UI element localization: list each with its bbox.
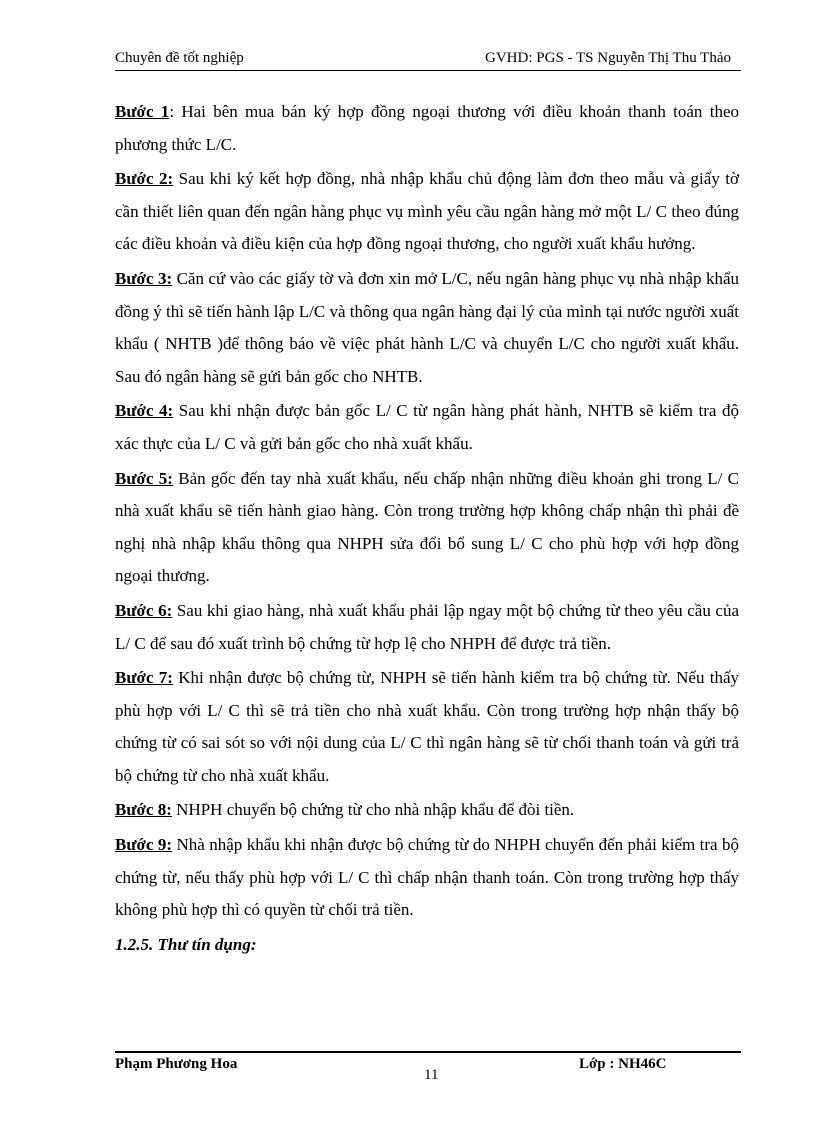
step-label: Bước 7: [115,668,173,688]
step-label: Bước 9: [115,835,173,855]
document-body [115,96,739,961]
step-label: Bước 8: [115,800,172,820]
step-paragraph [115,96,739,161]
footer-divider [115,1051,741,1053]
step-text: Khi nhận được bộ chứng từ, NHPH sẽ tiến hành kiểm tra bộ chứng từ. Nếu thấy phù hợp với L/ C thì sẽ trả tiền cho nhà xuất khẩu. Còn trong trường hợp nhận thấy bộ chứng từ có sai sót so với nội dung của L/ C thì ngân hàng sẽ từ chối thanh toán và gửi trả bộ chứng từ cho nhà xuất khẩu. [115,668,740,785]
step-label: Bước 1 [115,102,170,121]
step-text: Hai bên mua bán ký hợp đồng ngoại thương với điều khoản thanh toán theo phương thức L/C. [115,102,739,154]
step-paragraph [115,463,739,593]
step-label: Bước 4: [115,401,174,421]
footer-class: Lớp : NH46C [579,1056,667,1072]
step-text: Sau khi ký kết hợp đồng, nhà nhập khẩu chủ động làm đơn theo mẫu và giấy tờ cần thiết liên quan đến ngân hàng phục vụ mình yêu cầu ngân hàng mở một L/ C theo đúng các điều khoản và điều kiện của hợp đồng ngoại thương, cho người xuất khẩu hưởng. [115,169,739,254]
step-paragraph [115,163,739,261]
step-text: Bản gốc đến tay nhà xuất khẩu, nếu chấp nhận những điều khoản ghi trong L/ C nhà xuất khẩu sẽ tiến hành giao hàng. Còn trong trường hợp không chấp nhận thì phải đề nghị nhà nhập khẩu thông qua NHPH sửa đổi bổ sung L/ C cho phù hợp với hợp đồng ngoại thương. [115,468,739,586]
step-label: Bước 2: [115,169,174,189]
step-text: Sau khi giao hàng, nhà xuất khẩu phải lập ngay một bộ chứng từ theo yêu cầu của L/ C để sau đó xuất trình bộ chứng từ hợp lệ cho NHPH để được trả tiền. [115,600,739,653]
step-label: Bước 5: [115,468,173,488]
step-text: Sau khi nhận được bản gốc L/ C từ ngân hàng phát hành, NHTB sẽ kiểm tra độ xác thực của L/ C và gửi bản gốc cho nhà xuất khẩu. [115,401,739,453]
step-paragraph [115,395,739,460]
step-label: Bước 6: [115,600,173,620]
step-text: NHPH chuyển bộ chứng từ cho nhà nhập khẩu để đòi tiền. [176,800,575,820]
header-divider [115,70,741,71]
header-supervisor: GVHD: PGS - TS Nguyễn Thị Thu Thảo [485,50,731,66]
step-paragraph [115,263,739,393]
step-label: Bước 3: [115,268,173,288]
header-document-type: Chuyên đề tốt nghiệp [115,50,244,66]
step-text: Căn cứ vào các giấy tờ và đơn xin mở L/C, nếu ngân hàng phục vụ nhà nhập khẩu đồng ý thì sẽ tiến hành lập L/C và thông qua ngân hàng đại lý của mình tại nước người xuất khẩu ( NHTB )để thông báo về việc phát hành L/C và chuyển L/C cho người xuất khẩu. Sau đó ngân hàng sẽ gửi bản gốc cho NHTB. [115,268,739,386]
step-paragraph [115,794,739,827]
section-heading: 1.2.5. Thư tín dụng: [115,934,257,954]
step-paragraph [115,662,739,792]
step-text: Nhà nhập khẩu khi nhận được bộ chứng từ do NHPH chuyển đến phải kiểm tra bộ chứng từ, nếu thấy phù hợp với L/ C thì chấp nhận thanh toán. Còn trong trường hợp thấy không phù hợp thì có quyền từ chối trả tiền. [115,835,739,920]
footer-author: Phạm Phương Hoa [115,1056,238,1072]
step-paragraph [115,829,739,927]
step-separator: : [169,102,182,121]
step-paragraph [115,595,739,660]
page-number: 11 [424,1067,439,1083]
